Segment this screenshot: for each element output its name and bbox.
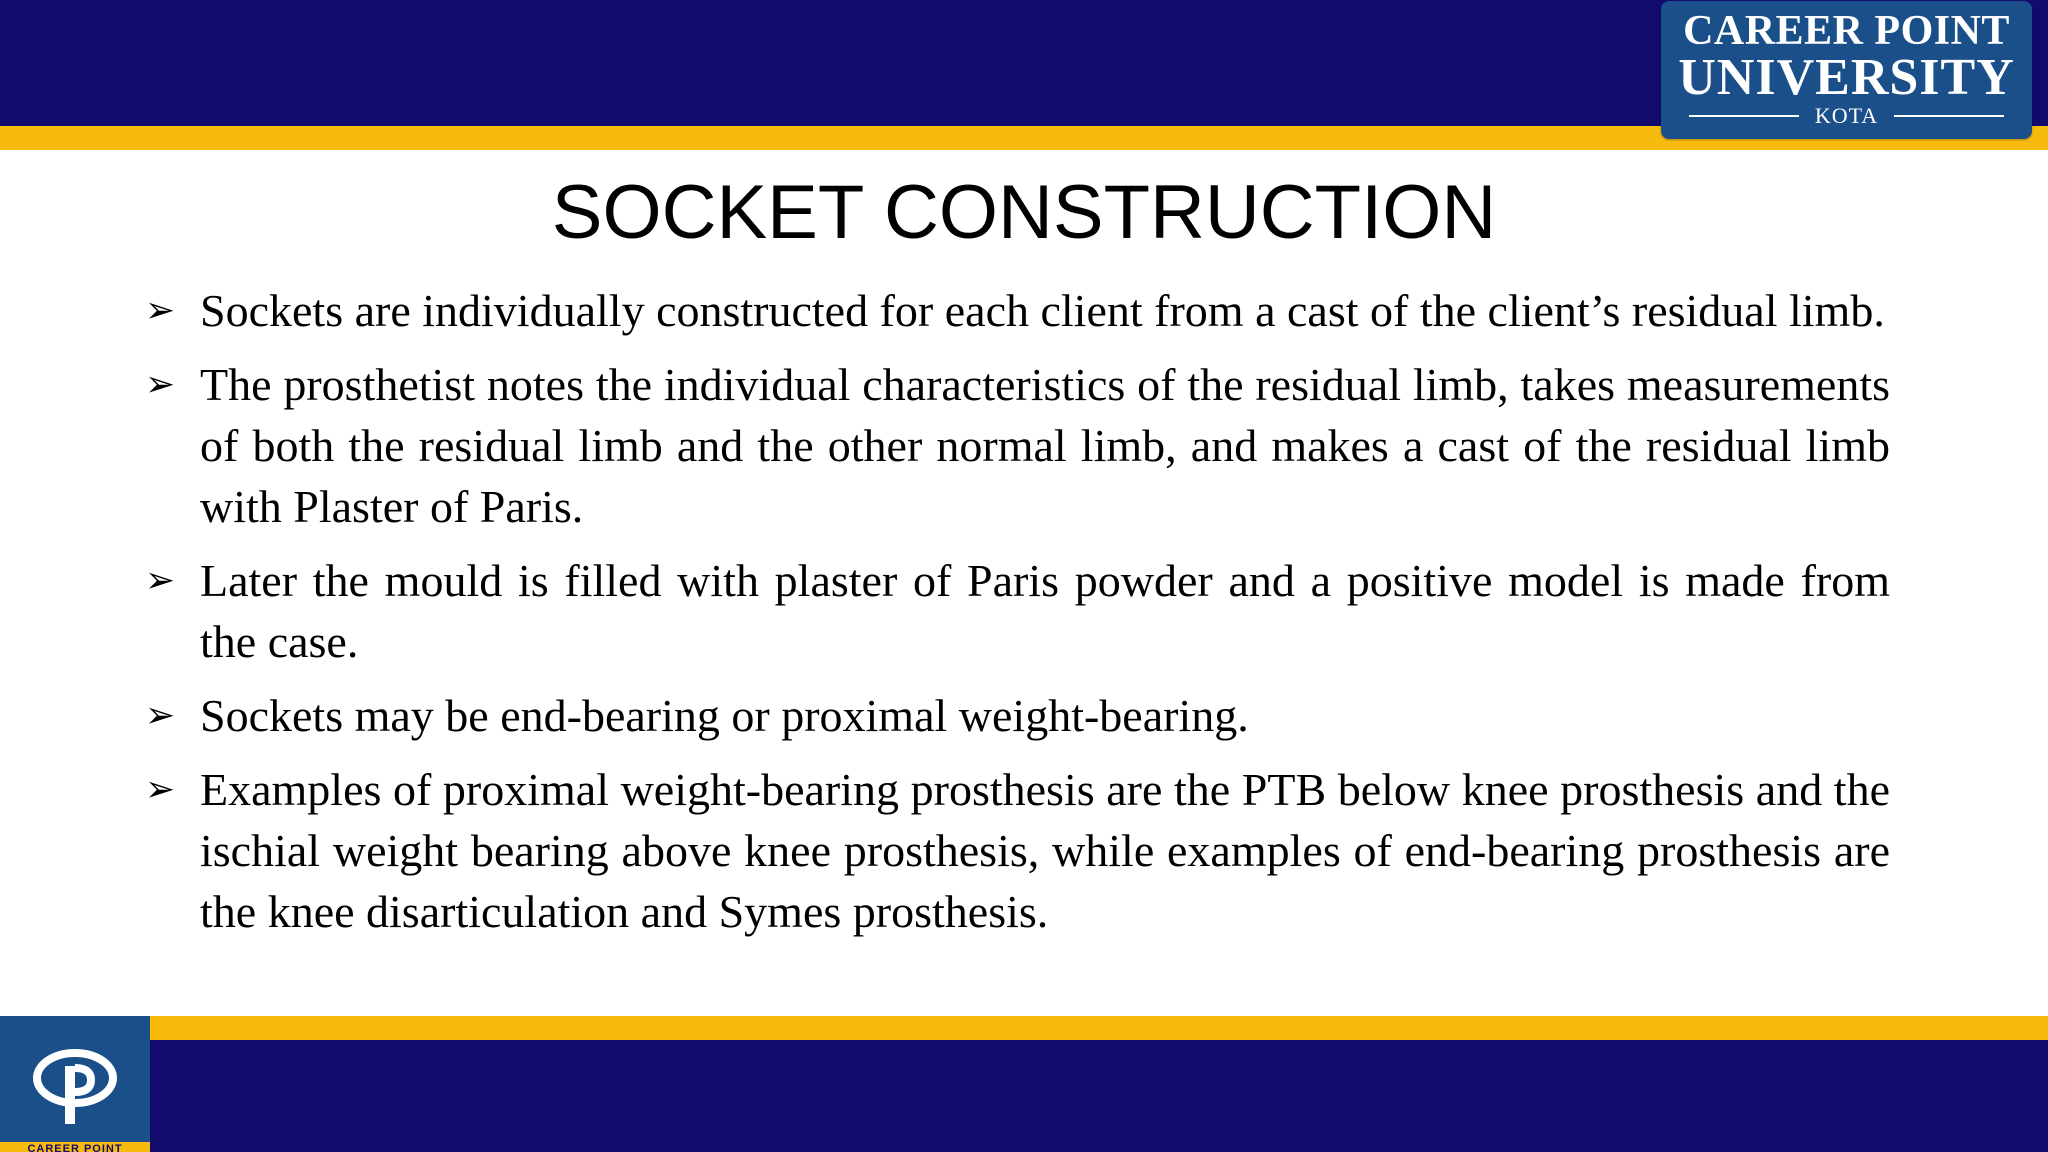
bullet-item: [145, 759, 1890, 942]
bullet-text: Sockets are individually constructed for each client from a cast of the client’s residual limb.: [200, 285, 1885, 336]
logo-line-career-point: CAREER POINT: [1683, 8, 2010, 54]
footer-gold-stripe: [0, 1016, 2048, 1040]
bullet-list: [145, 280, 1890, 955]
arrowhead-bullet-icon: ➢: [145, 290, 176, 331]
arrowhead-bullet-icon: ➢: [145, 364, 176, 405]
arrowhead-bullet-icon: ➢: [145, 695, 176, 736]
bullet-item: [145, 280, 1890, 341]
cp-emblem-icon: [25, 1036, 125, 1136]
bullet-item: [145, 550, 1890, 672]
logo-subline: [1661, 104, 2032, 128]
logo-rule-right: [1894, 115, 2004, 117]
slide-title: SOCKET CONSTRUCTION: [551, 170, 1497, 255]
bullet-text: Later the mould is filled with plaster of Paris powder and a positive model is made from the case.: [200, 555, 1890, 667]
corner-logo: [0, 1016, 150, 1152]
logo-rule-left: [1689, 115, 1799, 117]
corner-logo-text: CAREER POINT: [0, 1142, 150, 1152]
bullet-text: The prosthetist notes the individual characteristics of the residual limb, takes measurements of both the residual limb and the other normal limb, and makes a cast of the residual limb with Plaster of Paris.: [200, 359, 1890, 532]
logo-location: KOTA: [1814, 103, 1879, 128]
arrowhead-bullet-icon: ➢: [145, 769, 176, 810]
footer-band: [0, 1040, 2048, 1152]
bullet-text: Sockets may be end-bearing or proximal weight-bearing.: [200, 690, 1249, 741]
arrowhead-bullet-icon: ➢: [145, 560, 176, 601]
bullet-item: [145, 354, 1890, 537]
university-logo: [1661, 1, 2032, 139]
logo-line-university: UNIVERSITY: [1678, 49, 2015, 106]
bullet-text: Examples of proximal weight-bearing prosthesis are the PTB below knee prosthesis and the ischial weight bearing above knee prosthesis, while examples of end-bearing prosthesis are the knee disarticulation and Symes prosthesis.: [200, 764, 1890, 937]
bullet-item: [145, 685, 1890, 746]
